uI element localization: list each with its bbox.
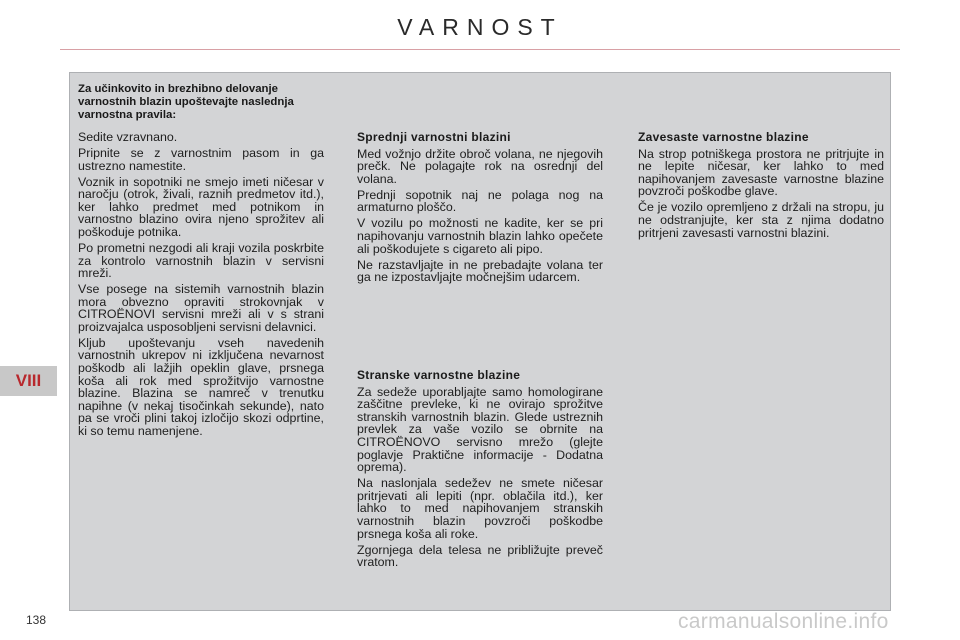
paragraph: Na naslonjala sedežev ne smete ničesar pritrjevati ali lepiti (npr. oblačila itd.), ker lahko to med napihovanjem stranskih varnostnih blazin povzroči poškodbe prsnega koša ali roke. bbox=[357, 476, 603, 541]
paragraph: Med vožnjo držite obroč volana, ne njegovih prečk. Ne polagajte rok na osrednji del volana. bbox=[357, 146, 603, 186]
safety-rules-panel bbox=[69, 72, 891, 611]
paragraph: Na strop potniškega prostora ne pritrjujte in ne lepite ničesar, ker lahko to med napihovanjem zavesaste varnostne blazine povzroči poškodbe glave. bbox=[638, 146, 884, 199]
side-airbags-section bbox=[357, 369, 603, 572]
paragraph: Voznik in sopotniki ne smejo imeti ničesar v naročju (otrok, živali, raznih predmetov itd.), ker lahko predmet med potnikom in varnostno blazino ovira njeno sprožitev ali poškoduje potnika. bbox=[78, 174, 324, 239]
front-airbags-section bbox=[357, 131, 603, 287]
chapter-tab: VIII bbox=[0, 366, 57, 396]
paragraph: Za sedeže uporabljajte samo homologirane zaščitne prevleke, ki ne ovirajo sprožitve stranskih varnostnih blazin. Glede ustreznih prevlek za vaše vozilo se obrnite na CITROËNOVO servisno mrežo (glejte poglavje Praktične informacije - Dodatna oprema). bbox=[357, 384, 603, 475]
section-heading: Zavesaste varnostne blazine bbox=[638, 130, 809, 144]
title-divider bbox=[60, 49, 900, 50]
paragraph: Ne razstavljajte in ne prebadajte volana ter ga ne izpostavljajte močnejšim udarcem. bbox=[357, 257, 603, 285]
paragraph: V vozilu po možnosti ne kadite, ker se pri napihovanju varnostnih blazin lahko opečete ali poškodujete s cigareto ali pipo. bbox=[357, 216, 603, 256]
paragraph: Pripnite se z varnostnim pasom in ga ustrezno namestite. bbox=[78, 145, 324, 173]
general-rules-column bbox=[78, 131, 324, 441]
paragraph: Po prometni nezgodi ali kraji vozila poskrbite za kontrolo varnostnih blazin v servisni mreži. bbox=[78, 240, 324, 281]
paragraph: Prednji sopotnik naj ne polaga nog na armaturno ploščo. bbox=[357, 187, 603, 215]
watermark: carmanualsonline.info bbox=[678, 610, 889, 633]
section-heading: Stranske varnostne blazine bbox=[357, 368, 521, 382]
curtain-airbags-section bbox=[638, 131, 884, 243]
paragraph: Vse posege na sistemih varnostnih blazin mora obvezno opraviti strokovnjak v CITROËNOVI servisni mreži ali v s strani proizvajalca usposobljeni servisni delavnici. bbox=[78, 282, 324, 334]
intro-heading: Za učinkovito in brezhibno delovanje varnostnih blazin upoštevajte naslednja varnostna pravila: bbox=[78, 83, 294, 121]
paragraph: Zgornjega dela telesa ne približujte preveč vratom. bbox=[357, 542, 603, 570]
page-number: 138 bbox=[26, 613, 47, 627]
paragraph: Sedite vzravnano. bbox=[78, 130, 178, 144]
section-heading: Sprednji varnostni blazini bbox=[357, 130, 511, 144]
paragraph: Kljub upoštevanju vseh navedenih varnostnih ukrepov ni izključena nevarnost poškodb ali lažjih opeklin glave, prsnega koša ali rok med sprožitvijo varnostne blazine. Blazina se namreč v trenutku napihne (v nekaj tisočinkah sekunde), nato pa se vroči plini takoj izločijo skozi odprtine, ki so temu namenjene. bbox=[78, 335, 324, 439]
paragraph: Če je vozilo opremljeno z držali na stropu, ju ne odstranjujte, ker sta z njima dodatno pritrjeni zavesasti varnostni blazini. bbox=[638, 200, 884, 240]
page-title: VARNOST bbox=[397, 14, 563, 40]
